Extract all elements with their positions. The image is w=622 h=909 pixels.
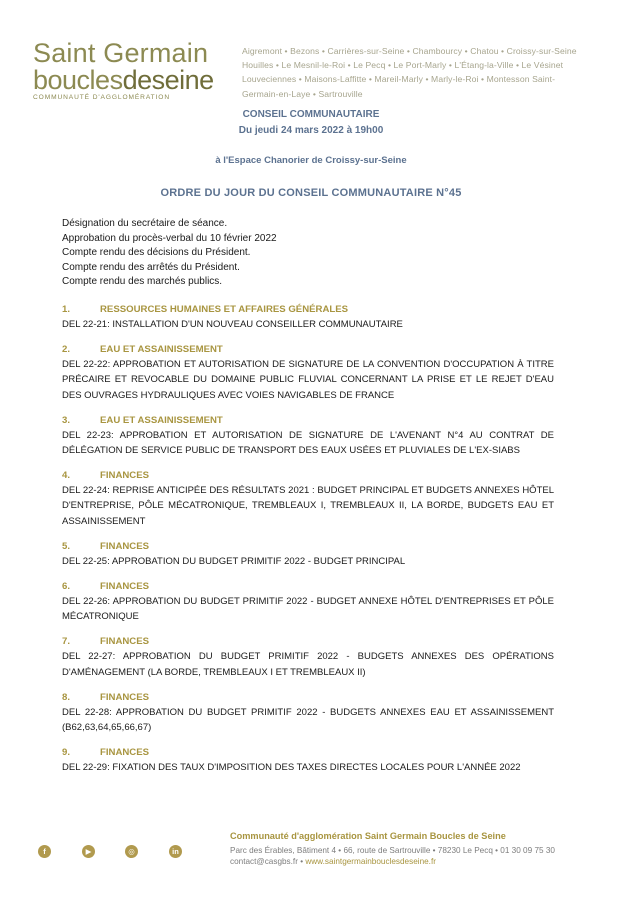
footer-contact <box>230 857 590 866</box>
agenda-item-text: DEL 22-27: APPROBATION DU BUDGET PRIMITIF 2022 - BUDGETS ANNEXES DES OPÉRATIONS D'AMÉNAGEMENT (LA BORDE, TREMBLEAUX I ET TREMBLEAUX II) <box>62 651 554 678</box>
agenda-item <box>62 344 554 403</box>
agenda-item-heading <box>62 415 554 427</box>
member-communes: Aigremont • Bezons • Carrières-sur-Seine • Chambourcy • Chatou • Croissy-sur-Seine Houilles • Le Mesnil-le-Roi • Le Pecq • Le Port-Marly • L'Étang-la-Ville • Le Vésinet Louveciennes • Maisons-Laffitte • Mareil-Marly • Marly-le-Roi • Montesson Saint-Germain-en-Laye • Sartrouville <box>242 46 577 99</box>
logo-line-2 <box>33 67 214 93</box>
agenda-item-category: FINANCES <box>100 540 150 552</box>
council-date: Du jeudi 24 mars 2022 à 19h00 <box>238 125 384 136</box>
youtube-icon[interactable]: ▶ <box>82 845 95 858</box>
agenda-item-heading <box>62 747 554 759</box>
agenda-item-number: 1. <box>62 304 71 315</box>
agenda-item <box>62 692 554 735</box>
logo <box>33 40 214 101</box>
agenda-item <box>62 747 554 775</box>
logo-word-deseine: deseine <box>122 65 214 95</box>
footer <box>230 831 590 866</box>
agenda-item-text: DEL 22-25: APPROBATION DU BUDGET PRIMITIF 2022 - BUDGET PRINCIPAL <box>62 555 406 567</box>
agenda-item-number: 3. <box>62 414 71 426</box>
agenda-item <box>62 470 554 529</box>
logo-tagline: COMMUNAUTÉ D'AGGLOMÉRATION <box>33 94 170 101</box>
agenda-item-category: FINANCES <box>100 581 150 593</box>
agenda-item-text: DEL 22-21: INSTALLATION D'UN NOUVEAU CONSEILLER COMMUNAUTAIRE <box>62 319 403 330</box>
agenda-item-category: FINANCES <box>100 747 150 759</box>
prelim-item: Désignation du secrétaire de séance. <box>62 218 228 229</box>
agenda-item-heading <box>62 581 554 593</box>
agenda-item-number: 6. <box>62 581 71 593</box>
footer-organization: Communauté d'agglomération Saint Germain Boucles de Seine <box>230 831 506 841</box>
council-place: à l'Espace Chanorier de Croissy-sur-Seine <box>215 155 407 166</box>
agenda-item <box>62 541 554 569</box>
agenda-item-heading <box>62 541 554 553</box>
agenda-item-number: 2. <box>62 344 71 356</box>
agenda-item-number: 4. <box>62 470 71 482</box>
agenda-item-text: DEL 22-24: REPRISE ANTICIPÉE DES RÉSULTATS 2021 : BUDGET PRINCIPAL ET BUDGETS ANNEXES HÔTEL D'ENTREPRISE, PÔLE MÉCATRONIQUE, TREMBLEAUX I, TREMBLEAUX II, LA BORDE, BUDGETS EAU ET ASSAINISSEMENT <box>62 485 554 527</box>
agenda-item-text: DEL 22-26: APPROBATION DU BUDGET PRIMITIF 2022 - BUDGET ANNEXE HÔTEL D'ENTREPRISES ET PÔLE MÉCATRONIQUE <box>62 596 554 623</box>
agenda-item <box>62 304 554 332</box>
agenda-item-category: FINANCES <box>100 470 150 482</box>
agenda-item-text: DEL 22-28: APPROBATION DU BUDGET PRIMITIF 2022 - BUDGETS ANNEXES EAU ET ASSAINISSEMENT (B62,63,64,65,66,67) <box>62 706 554 734</box>
linkedin-icon[interactable]: in <box>169 845 182 858</box>
agenda-item-category: EAU ET ASSAINISSEMENT <box>100 344 223 356</box>
agenda-item-heading <box>62 304 554 316</box>
agenda-item-category: RESSOURCES HUMAINES ET AFFAIRES GÉNÉRALES <box>100 304 349 315</box>
facebook-icon[interactable]: f <box>38 845 51 858</box>
logo-line-1: Saint Germain <box>33 38 209 68</box>
agenda-item-category: FINANCES <box>100 691 150 703</box>
footer-address: Parc des Érables, Bâtiment 4 • 66, route de Sartrouville • 78230 Le Pecq • 01 30 09 75 30 <box>230 846 555 855</box>
agenda-item-text: DEL 22-29: FIXATION DES TAUX D'IMPOSITION DES TAXES DIRECTES LOCALES POUR L'ANNÉE 2022 <box>62 762 521 774</box>
logo-word-boucles: boucles <box>33 65 123 95</box>
footer-website-link[interactable]: www.saintgermainbouclesdeseine.fr <box>305 857 436 866</box>
preliminary-list <box>62 217 277 290</box>
agenda-title: ORDRE DU JOUR DU CONSEIL COMMUNAUTAIRE N°45 <box>160 187 462 199</box>
agenda-item-category: EAU ET ASSAINISSEMENT <box>100 414 223 426</box>
agenda-item-heading <box>62 692 554 704</box>
instagram-icon[interactable]: ◎ <box>125 845 138 858</box>
agenda-item <box>62 636 554 679</box>
agenda-item-heading <box>62 636 554 648</box>
prelim-item: Approbation du procès-verbal du 10 février 2022 <box>62 232 277 244</box>
agenda-item-number: 7. <box>62 636 71 648</box>
agenda-item-text: DEL 22-22: APPROBATION ET AUTORISATION DE SIGNATURE DE LA CONVENTION D'OCCUPATION À TITRE PRÉCAIRE ET REVOCABLE DU DOMAINE PUBLIC FLUVIAL CONCERNANT LA PRISE ET LE REJET D'EAU DES OUVRAGES HYDRAULIQUES AVEC VOIES NAVIGABLES DE FRANCE <box>62 359 554 401</box>
council-title: CONSEIL COMMUNAUTAIRE <box>242 109 380 120</box>
agenda-item-text: DEL 22-23: APPROBATION ET AUTORISATION DE SIGNATURE DE L'AVENANT N°4 AU CONTRAT DE DÉLÉGATION DE SERVICE PUBLIC DE TRANSPORT DES EAUX USÉES ET PLUVIALES DE L'EX-SIABS <box>62 429 554 457</box>
agenda-item-number: 5. <box>62 540 71 552</box>
footer-email[interactable]: contact@casgbs.fr • <box>230 857 306 866</box>
prelim-item: Compte rendu des décisions du Président. <box>62 247 251 259</box>
agenda-item-number: 9. <box>62 747 71 759</box>
agenda-item-heading <box>62 344 554 356</box>
agenda-item <box>62 581 554 624</box>
agenda-item-category: FINANCES <box>100 636 150 648</box>
prelim-item: Compte rendu des marchés publics. <box>62 276 223 288</box>
agenda-item-number: 8. <box>62 691 71 703</box>
prelim-item: Compte rendu des arrêtés du Président. <box>62 261 240 273</box>
agenda-list <box>62 304 554 787</box>
agenda-item-heading <box>62 470 554 482</box>
agenda-item <box>62 415 554 458</box>
